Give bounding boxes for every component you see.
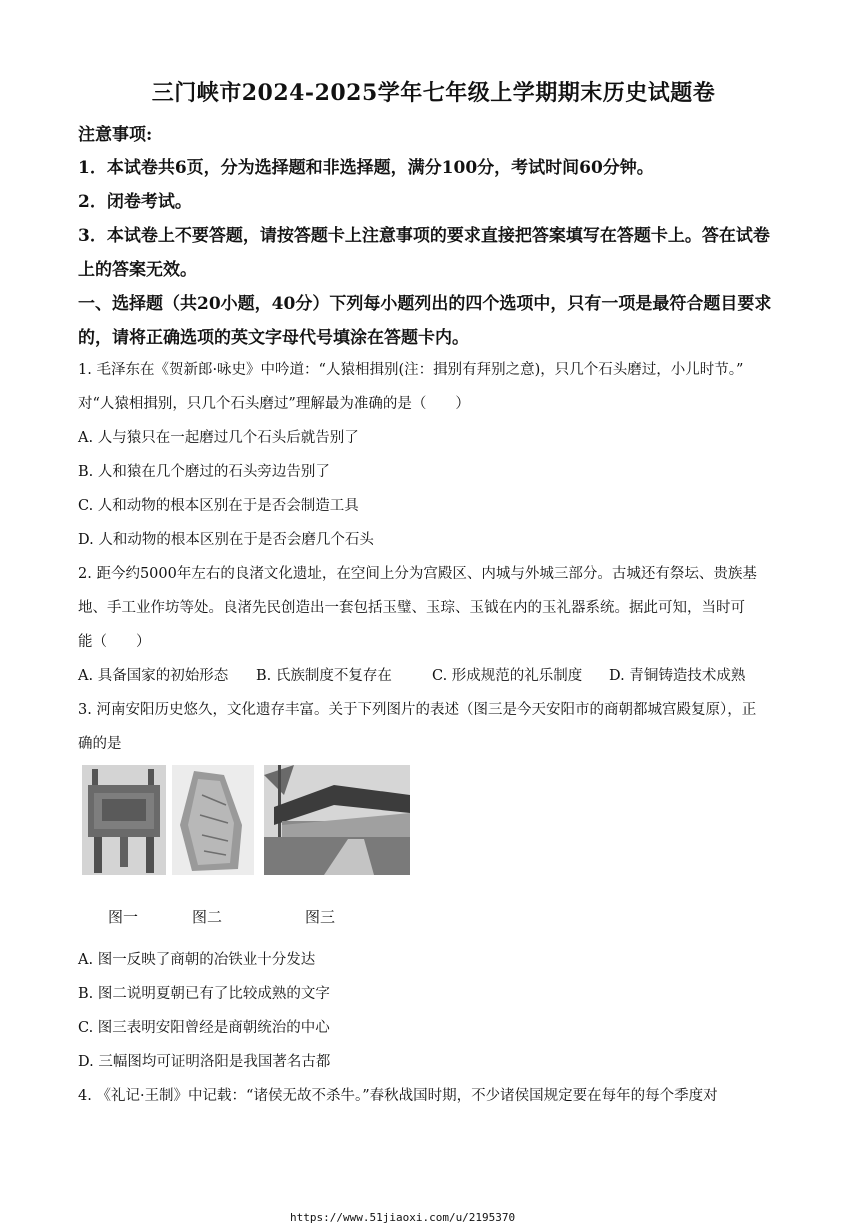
q3-option-b: B. 图二说明夏朝已有了比较成熟的文字 [78, 986, 330, 1002]
figure-1-bronze-ding-image [82, 765, 166, 875]
notice-item-2: 2．闭卷考试。 [78, 192, 192, 212]
notice-item-3: 3．本试卷上不要答题，请按答题卡上注意事项的要求直接把答案填写在答题卡上。答在试卷 [78, 226, 770, 246]
notice-item-1: 1．本试卷共6页，分为选择题和非选择题，满分100分，考试时间60分钟。 [78, 158, 654, 178]
q3-option-c: C. 图三表明安阳曾经是商朝统治的中心 [78, 1020, 330, 1036]
q1-stem: 1. 毛泽东在《贺新郎·咏史》中吟道：“人猿相揖别(注：揖别有拜别之意)，只几个石头磨过，小儿时节。” [78, 362, 744, 378]
q3-option-a: A. 图一反映了商朝的冶铁业十分发达 [78, 952, 316, 968]
q2-option-c: C. 形成规范的礼乐制度 [432, 668, 583, 684]
q2-option-b: B. 氏族制度不复存在 [256, 668, 392, 684]
notice-heading: 注意事项: [78, 125, 153, 145]
q2-option-a: A. 具备国家的初始形态 [78, 668, 229, 684]
q2-option-d: D. 青铜铸造技术成熟 [609, 668, 746, 684]
exam-title: 三门峡市2024-2025学年七年级上学期期末历史试题卷 [151, 80, 716, 106]
figure-3-palace-restoration-image [264, 765, 410, 875]
notice-item-3-cont: 上的答案无效。 [78, 260, 197, 280]
q3-option-d: D. 三幅图均可证明洛阳是我国著名古都 [78, 1054, 331, 1070]
q2-stem-cont-2: 能（ ） [78, 634, 151, 650]
section1-instructions-cont: 的，请将正确选项的英文字母代号填涂在答题卡内。 [78, 328, 469, 348]
figure-2-oracle-bone-image [172, 765, 254, 875]
figure-3-caption: 图三 [305, 908, 336, 926]
q2-stem-cont: 地、手工业作坊等处。良渚先民创造出一套包括玉璧、玉琮、玉钺在内的玉礼器系统。据此可知，当时可 [78, 600, 745, 616]
figure-2-caption: 图二 [192, 908, 223, 926]
q3-stem-cont: 确的是 [78, 736, 122, 752]
q1-option-b: B. 人和猿在几个磨过的石头旁边告别了 [78, 464, 330, 480]
q2-stem: 2. 距今约5000年左右的良渚文化遗址，在空间上分为宫殿区、内城与外城三部分。古城还有祭坛、贵族基 [78, 566, 757, 582]
q4-stem: 4. 《礼记·王制》中记载：“诸侯无故不杀牛。”春秋战国时期，不少诸侯国规定要在每年的每个季度对 [78, 1088, 718, 1104]
q1-option-a: A. 人与猿只在一起磨过几个石头后就告别了 [78, 430, 359, 446]
section1-instructions: 一、选择题（共20小题，40分）下列每小题列出的四个选项中，只有一项是最符合题目要求 [78, 294, 772, 314]
q1-stem-cont: 对“人猿相揖别，只几个石头磨过”理解最为准确的是（ ） [78, 396, 470, 412]
q3-stem: 3. 河南安阳历史悠久，文化遗存丰富。关于下列图片的表述（图三是今天安阳市的商朝都城宫殿复原），正 [78, 702, 757, 718]
footer-url: https://www.51jiaoxi.com/u/2195370 [290, 1211, 516, 1224]
q1-option-c: C. 人和动物的根本区别在于是否会制造工具 [78, 498, 359, 514]
figure-1-caption: 图一 [108, 908, 139, 926]
q1-option-d: D. 人和动物的根本区别在于是否会磨几个石头 [78, 532, 374, 548]
